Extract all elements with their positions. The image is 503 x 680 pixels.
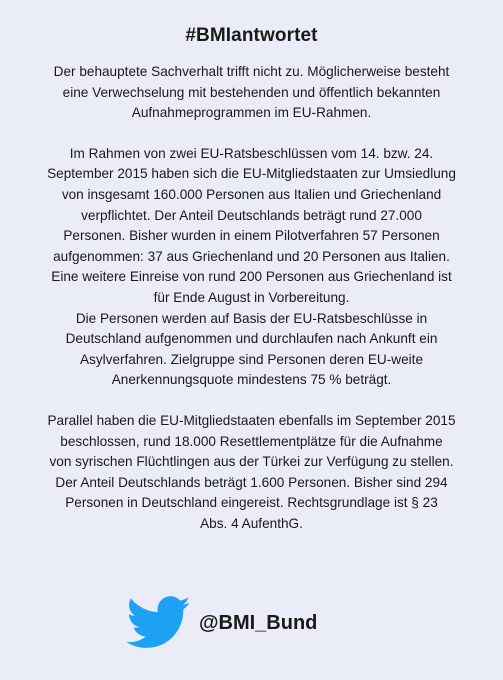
- text-line: Parallel haben die EU-Mitgliedstaaten ebenfalls im September 2015: [47, 412, 456, 428]
- text-line: Eine weitere Einreise von rund 200 Personen aus Griechenland ist: [51, 269, 452, 285]
- text-line: Der Anteil Deutschlands beträgt 1.600 Personen. Bisher sind 294: [55, 474, 448, 490]
- text-line: Abs. 4 AufenthG.: [200, 515, 303, 531]
- text-line: beschlossen, rund 18.000 Resettlementplätze für die Aufnahme: [60, 433, 443, 449]
- text-line: eine Verwechselung mit bestehenden und öffentlich bekannten: [62, 84, 441, 100]
- page-title: #BMIantwortet: [185, 25, 318, 46]
- text-line: September 2015 haben sich die EU-Mitgliedstaaten zur Umsiedlung: [47, 166, 456, 182]
- text-line: aufgenommen: 37 aus Griechenland und 20 Personen aus Italien.: [53, 248, 450, 264]
- text-line: Im Rahmen von zwei EU-Ratsbeschlüssen vom 14. bzw. 24.: [69, 145, 434, 161]
- text-line: Deutschland aufgenommen und durchlaufen nach Ankunft ein: [65, 331, 438, 347]
- text-line: von insgesamt 160.000 Personen aus Italien und Griechenland: [61, 186, 442, 202]
- text-line: Personen in Deutschland eingereist. Rechtsgrundlage ist § 23: [65, 495, 438, 511]
- text-line: von syrischen Flüchtlingen aus der Türkei zur Verfügung zu stellen.: [49, 454, 454, 470]
- footer: [0, 596, 503, 656]
- text-line: Personen. Bisher wurden in einem Pilotverfahren 57 Personen: [63, 228, 440, 244]
- text-line: Aufnahmeprogrammen im EU-Rahmen.: [131, 105, 372, 121]
- paragraph-1: [22, 62, 481, 124]
- paragraph-2: [22, 144, 481, 391]
- account-handle: @BMI_Bund: [199, 612, 318, 634]
- text-line: für Ende August in Vorbereitung.: [153, 289, 350, 305]
- twitter-bird-icon: [126, 596, 192, 650]
- text-line: Der behauptete Sachverhalt trifft nicht zu. Möglicherweise besteht: [53, 64, 450, 79]
- text-line: Asylverfahren. Zielgruppe sind Personen deren EU-weite: [79, 351, 424, 367]
- text-line: Die Personen werden auf Basis der EU-Ratsbeschlüsse in: [75, 310, 428, 326]
- paragraph-3: [22, 411, 481, 535]
- text-line: Anerkennungsquote mindestens 75 % beträgt.: [111, 372, 392, 388]
- text-line: verpflichtet. Der Anteil Deutschlands beträgt rund 27.000: [81, 207, 422, 223]
